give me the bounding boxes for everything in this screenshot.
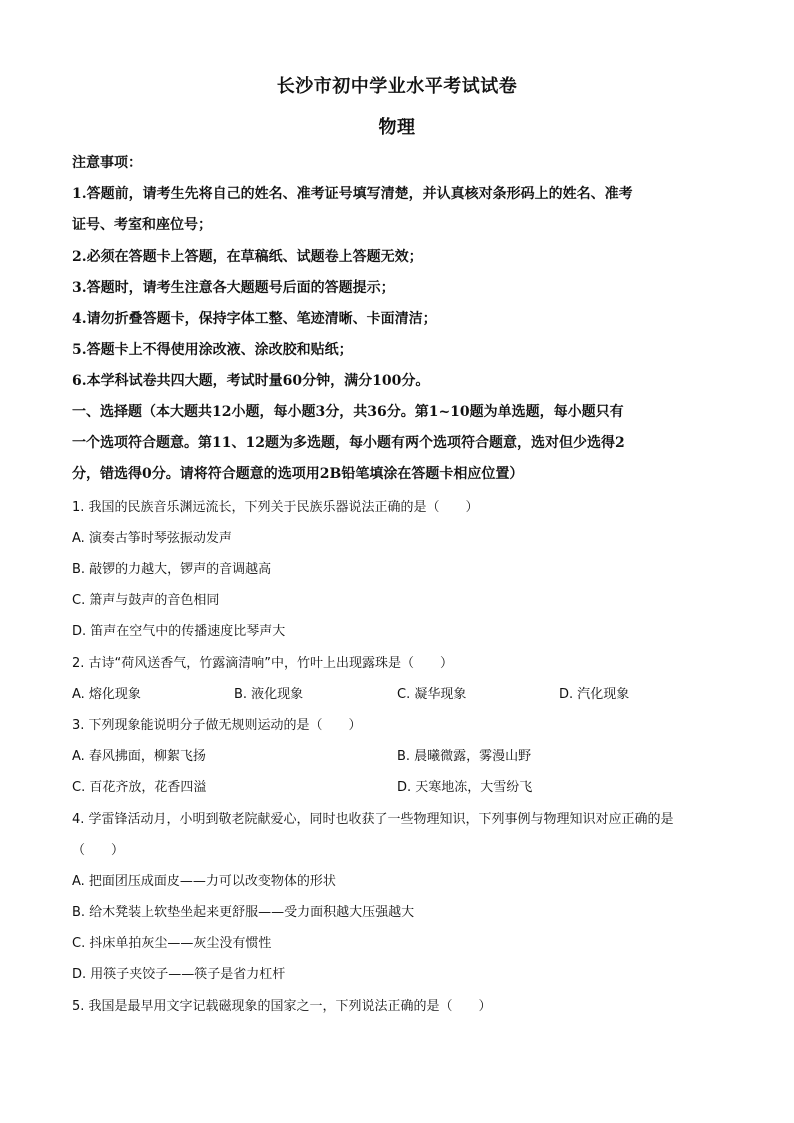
notice-item-5: 5.答题卡上不得使用涂改液、涂改胶和贴纸； (72, 342, 353, 358)
question-5-stem: 5. 我国是最早用文字记载磁现象的国家之一，下列说法正确的是（ ） (72, 999, 492, 1014)
question-1-option-c: C. 箫声与鼓声的音色相同 (72, 593, 220, 608)
notice-item-2: 2.必须在答题卡上答题，在草稿纸、试题卷上答题无效； (72, 249, 423, 265)
question-2-option-a: A. 熔化现象 (72, 687, 141, 702)
question-4-stem-line-1: 4. 学雷锋活动月，小明到敬老院献爱心，同时也收获了一些物理知识，下列事例与物理知识对应正确的是 (72, 812, 674, 827)
question-4-option-d: D. 用筷子夹饺子——筷子是省力杠杆 (72, 967, 286, 982)
question-3-option-c: C. 百花齐放，花香四溢 (72, 780, 207, 795)
question-2-option-d: D. 汽化现象 (559, 687, 630, 702)
question-3-stem: 3. 下列现象能说明分子做无规则运动的是（ ） (72, 718, 362, 733)
notice-item-1-line-1: 1.答题前，请考生先将自己的姓名、准考证号填写清楚，并认真核对条形码上的姓名、准考 (72, 186, 633, 202)
question-2-option-b: B. 液化现象 (234, 687, 304, 702)
notice-item-1-line-2: 证号、考室和座位号； (72, 217, 212, 233)
question-2-option-c: C. 凝华现象 (397, 687, 467, 702)
section-1-instructions-line-3: 分，错选得0分。请将符合题意的选项用2B铅笔填涂在答题卡相应位置） (72, 466, 524, 482)
question-1-option-b: B. 敲锣的力越大，锣声的音调越高 (72, 562, 272, 577)
exam-title: 长沙市初中学业水平考试试卷 (276, 76, 518, 97)
subject-title: 物理 (378, 117, 416, 138)
question-4-option-a: A. 把面团压成面皮——力可以改变物体的形状 (72, 874, 336, 889)
question-3-option-d: D. 天寒地冻，大雪纷飞 (397, 780, 533, 795)
section-1-instructions-line-1: 一、选择题（本大题共12小题，每小题3分，共36分。第1~10题为单选题，每小题只有 (72, 404, 624, 420)
question-4-option-c: C. 抖床单拍灰尘——灰尘没有惯性 (72, 936, 272, 951)
notice-item-4: 4.请勿折叠答题卡，保持字体工整、笔迹清晰、卡面清洁； (72, 311, 437, 327)
question-1-option-d: D. 笛声在空气中的传播速度比琴声大 (72, 624, 286, 639)
question-4-option-b: B. 给木凳装上软垫坐起来更舒服——受力面积越大压强越大 (72, 905, 415, 920)
question-2-stem: 2. 古诗“荷风送香气，竹露滴清响”中，竹叶上出现露珠是（ ） (72, 656, 454, 671)
section-1-instructions-line-2: 一个选项符合题意。第11、12题为多选题，每小题有两个选项符合题意，选对但少选得2 (72, 435, 625, 451)
notice-heading: 注意事项： (72, 155, 142, 171)
notice-item-6: 6.本学科试卷共四大题，考试时量60分钟，满分100分。 (72, 373, 430, 389)
notice-item-3: 3.答题时，请考生注意各大题题号后面的答题提示； (72, 280, 395, 296)
question-1-option-a: A. 演奏古筝时琴弦振动发声 (72, 531, 232, 546)
question-1-stem: 1. 我国的民族音乐渊远流长，下列关于民族乐器说法正确的是（ ） (72, 500, 479, 515)
question-4-stem-line-2: （ ） (72, 843, 125, 858)
question-3-option-a: A. 春风拂面，柳絮飞扬 (72, 749, 206, 764)
question-3-option-b: B. 晨曦微露，雾漫山野 (397, 749, 532, 764)
